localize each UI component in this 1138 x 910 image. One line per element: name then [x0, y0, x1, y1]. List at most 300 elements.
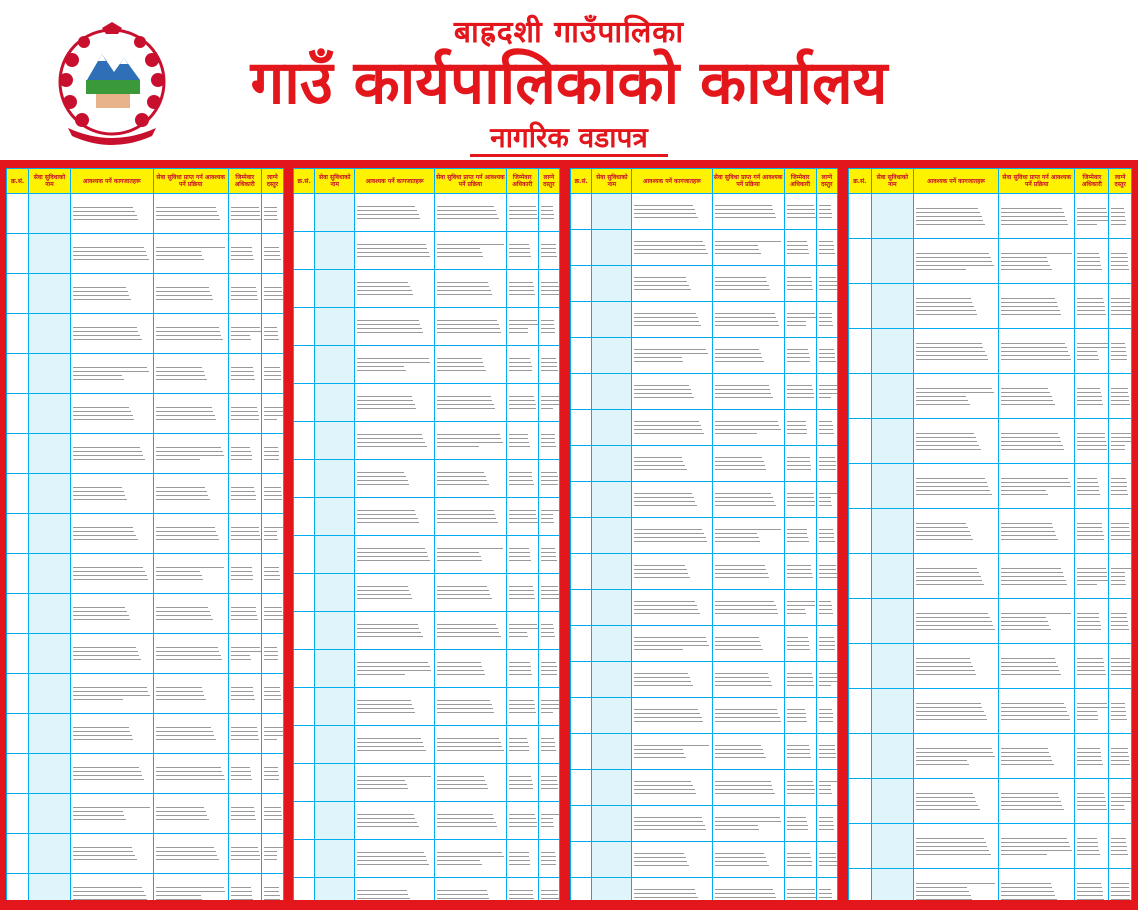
illegible-text-line [264, 887, 279, 888]
charter-panels [0, 160, 1138, 910]
illegible-text-line [264, 699, 281, 700]
cell-documents [355, 612, 435, 650]
illegible-text-line [1001, 854, 1047, 855]
cell-sn [7, 674, 29, 714]
illegible-text-line [73, 767, 139, 768]
illegible-text-line [357, 628, 419, 629]
cell-service [29, 434, 71, 474]
cell-fee [816, 518, 837, 554]
illegible-text-line [231, 459, 253, 460]
illegible-text-line [715, 469, 767, 470]
cell-process [434, 802, 506, 840]
illegible-text-line [73, 727, 129, 728]
illegible-text-line [1077, 715, 1097, 716]
illegible-text-line [787, 325, 807, 326]
illegible-text-line [634, 433, 704, 434]
column-header-officer: जिम्मेवार अधिकारी [506, 169, 538, 194]
illegible-text-line [715, 501, 775, 502]
illegible-text-line [634, 321, 699, 322]
cell-officer [784, 842, 816, 878]
illegible-text-line [1001, 257, 1047, 258]
illegible-text-line [916, 715, 986, 716]
illegible-text-line [231, 767, 250, 768]
illegible-text-line [156, 291, 211, 292]
illegible-text-line [437, 818, 494, 819]
illegible-text-line [509, 556, 530, 557]
illegible-text-line [634, 609, 698, 610]
cell-sn [294, 346, 315, 384]
illegible-text-line [541, 780, 558, 781]
cell-documents [355, 270, 435, 308]
illegible-text-line [787, 533, 808, 534]
illegible-text-line [264, 287, 282, 288]
illegible-text-line [1077, 490, 1099, 491]
illegible-text-line [73, 659, 141, 660]
illegible-text-line [787, 285, 813, 286]
illegible-text-line [1111, 216, 1125, 217]
cell-officer [506, 726, 538, 764]
illegible-text-line [1001, 666, 1058, 667]
cell-sn [849, 689, 872, 734]
cell-process [153, 794, 228, 834]
cell-fee [261, 394, 283, 434]
cell-documents [632, 266, 712, 302]
illegible-text-line [509, 742, 528, 743]
illegible-text-line [357, 864, 429, 865]
cell-documents [914, 599, 999, 644]
illegible-text-line [73, 687, 147, 688]
column-header-fee: लाग्ने दस्तुर [816, 169, 837, 194]
cell-process [998, 554, 1074, 599]
illegible-text-line [715, 313, 775, 314]
cell-fee [261, 314, 283, 354]
illegible-text-line [634, 717, 701, 718]
cell-fee [1109, 689, 1132, 734]
illegible-text-line [231, 891, 252, 892]
charter-panel-2 [293, 168, 560, 900]
cell-process [153, 434, 228, 474]
cell-sn [849, 419, 872, 464]
table-row [7, 634, 284, 674]
table-row [849, 509, 1132, 554]
illegible-text-line [819, 457, 836, 458]
illegible-text-line [1001, 572, 1063, 573]
cell-officer [784, 338, 816, 374]
illegible-text-line [73, 255, 148, 256]
illegible-text-line [357, 704, 412, 705]
illegible-text-line [1001, 437, 1060, 438]
illegible-text-line [1111, 269, 1129, 270]
illegible-text-line [715, 893, 775, 894]
illegible-text-line [1077, 437, 1105, 438]
illegible-text-line [634, 505, 696, 506]
table-row [571, 338, 838, 374]
illegible-text-line [1077, 809, 1107, 810]
cell-sn [7, 434, 29, 474]
illegible-text-line [73, 531, 135, 532]
illegible-text-line [541, 898, 559, 899]
illegible-text-line [787, 861, 812, 862]
illegible-text-line [1001, 306, 1058, 307]
table-row [7, 674, 284, 714]
cell-sn [294, 612, 315, 650]
illegible-text-line [819, 605, 832, 606]
illegible-text-line [1001, 212, 1064, 213]
illegible-text-line [541, 624, 554, 625]
cell-documents [70, 834, 153, 874]
cell-officer [784, 194, 816, 230]
illegible-text-line [541, 860, 556, 861]
cell-documents [355, 574, 435, 612]
illegible-text-line [1077, 711, 1097, 712]
cell-fee [538, 688, 559, 726]
cell-sn [7, 754, 29, 794]
illegible-text-line [357, 362, 430, 363]
illegible-text-line [357, 708, 414, 709]
illegible-text-line [819, 397, 831, 398]
illegible-text-line [715, 897, 777, 898]
illegible-text-line [73, 851, 134, 852]
illegible-text-line [1111, 400, 1129, 401]
illegible-text-line [819, 245, 834, 246]
illegible-text-line [541, 434, 555, 435]
illegible-text-line [156, 407, 212, 408]
cell-documents [355, 764, 435, 802]
cell-sn [849, 329, 872, 374]
illegible-text-line [541, 282, 558, 283]
illegible-text-line [819, 865, 837, 866]
illegible-text-line [509, 670, 532, 671]
illegible-text-line [264, 651, 278, 652]
cell-sn [571, 806, 592, 842]
illegible-text-line [1001, 539, 1058, 540]
illegible-text-line [916, 404, 970, 405]
illegible-text-line [634, 529, 702, 530]
cell-officer [784, 878, 816, 901]
illegible-text-line [437, 286, 489, 287]
illegible-text-line [357, 890, 407, 891]
illegible-text-line [715, 209, 774, 210]
illegible-text-line [1111, 809, 1124, 810]
illegible-text-line [231, 807, 255, 808]
cell-service [592, 446, 632, 482]
illegible-text-line [73, 219, 139, 220]
illegible-text-line [916, 666, 973, 667]
cell-service [315, 346, 355, 384]
illegible-text-line [916, 265, 994, 266]
cell-officer [784, 590, 816, 626]
cell-documents [914, 464, 999, 509]
illegible-text-line [1111, 895, 1130, 896]
illegible-text-line [634, 457, 681, 458]
illegible-text-line [1001, 887, 1052, 888]
cell-officer [784, 410, 816, 446]
column-header-service: सेवा सुविधाको नाम [315, 169, 355, 194]
illegible-text-line [357, 818, 415, 819]
illegible-text-line [1111, 899, 1130, 900]
illegible-text-line [715, 569, 767, 570]
illegible-text-line [357, 248, 427, 249]
cell-service [871, 464, 913, 509]
cell-fee [538, 308, 559, 346]
illegible-text-line [509, 248, 530, 249]
cell-documents [70, 594, 153, 634]
illegible-text-line [787, 825, 808, 826]
cell-process [712, 482, 784, 518]
illegible-text-line [1077, 572, 1106, 573]
illegible-text-line [437, 890, 487, 891]
cell-documents [914, 734, 999, 779]
illegible-text-line [541, 370, 558, 371]
illegible-text-line [231, 695, 255, 696]
illegible-text-line [1001, 486, 1071, 487]
illegible-text-line [73, 379, 124, 380]
illegible-text-line [819, 325, 833, 326]
illegible-text-line [156, 771, 222, 772]
illegible-text-line [634, 889, 694, 890]
cell-fee [1109, 554, 1132, 599]
illegible-text-line [634, 541, 707, 542]
cell-process [434, 498, 506, 536]
illegible-text-line [231, 219, 261, 220]
cell-fee [261, 754, 283, 794]
illegible-text-line [437, 332, 501, 333]
illegible-text-line [509, 780, 532, 781]
illegible-text-line [357, 746, 424, 747]
illegible-text-line [916, 621, 992, 622]
cell-fee [1109, 284, 1132, 329]
illegible-text-line [264, 219, 278, 220]
illegible-text-line [634, 745, 708, 746]
cell-process [712, 410, 784, 446]
illegible-text-line [916, 535, 971, 536]
illegible-text-line [634, 353, 708, 354]
illegible-text-line [541, 742, 555, 743]
illegible-text-line [634, 317, 697, 318]
illegible-text-line [715, 325, 780, 326]
illegible-text-line [634, 605, 696, 606]
cell-process [998, 779, 1074, 824]
illegible-text-line [264, 811, 281, 812]
illegible-text-line [715, 217, 777, 218]
illegible-text-line [509, 286, 534, 287]
illegible-text-line [819, 361, 836, 362]
cell-process [712, 734, 784, 770]
illegible-text-line [634, 753, 684, 754]
illegible-text-line [156, 855, 217, 856]
illegible-text-line [541, 670, 557, 671]
illegible-text-line [916, 314, 977, 315]
illegible-text-line [819, 433, 834, 434]
illegible-text-line [437, 518, 496, 519]
illegible-text-line [819, 389, 838, 390]
table-row [7, 394, 284, 434]
illegible-text-line [1111, 351, 1126, 352]
illegible-text-line [1001, 478, 1068, 479]
cell-service [592, 842, 632, 878]
illegible-text-line [1001, 531, 1055, 532]
illegible-text-line [437, 324, 499, 325]
column-header-sn: क्र.सं. [7, 169, 29, 194]
table-row [294, 840, 560, 878]
illegible-text-line [1111, 674, 1131, 675]
cell-service [315, 384, 355, 422]
cell-service [592, 230, 632, 266]
illegible-text-line [231, 207, 259, 208]
illegible-text-line [357, 788, 408, 789]
illegible-text-line [437, 210, 496, 211]
illegible-text-line [916, 670, 975, 671]
illegible-text-line [264, 339, 279, 340]
table-row [294, 498, 560, 536]
illegible-text-line [437, 636, 501, 637]
cell-process [712, 230, 784, 266]
illegible-text-line [437, 628, 498, 629]
illegible-text-line [156, 207, 216, 208]
cell-sn [849, 734, 872, 779]
illegible-text-line [916, 707, 982, 708]
illegible-text-line [73, 535, 136, 536]
illegible-text-line [1077, 355, 1098, 356]
cell-officer [506, 536, 538, 574]
column-header-documents: आवश्यक पर्ने कागजातहरू [355, 169, 435, 194]
illegible-text-line [509, 594, 534, 595]
illegible-text-line [1077, 433, 1104, 434]
illegible-text-line [541, 632, 555, 633]
cell-documents [70, 274, 153, 314]
illegible-text-line [1111, 224, 1126, 225]
illegible-text-line [1111, 719, 1126, 720]
illegible-text-line [916, 302, 972, 303]
cell-officer [1075, 734, 1109, 779]
illegible-text-line [509, 476, 532, 477]
illegible-text-line [156, 455, 225, 456]
cell-sn [571, 446, 592, 482]
illegible-text-line [819, 393, 838, 394]
table-row [571, 410, 838, 446]
illegible-text-line [715, 745, 762, 746]
illegible-text-line [264, 691, 281, 692]
illegible-text-line [634, 533, 704, 534]
table-row [849, 464, 1132, 509]
illegible-text-line [541, 400, 560, 401]
cell-documents [355, 194, 435, 232]
illegible-text-line [437, 864, 482, 865]
cell-process [998, 824, 1074, 869]
cell-service [315, 460, 355, 498]
cell-process [434, 574, 506, 612]
cell-service [592, 374, 632, 410]
illegible-text-line [357, 396, 411, 397]
cell-documents [632, 626, 712, 662]
illegible-text-line [156, 779, 225, 780]
illegible-text-line [634, 389, 690, 390]
illegible-text-line [715, 385, 769, 386]
illegible-text-line [509, 408, 537, 409]
column-header-service: सेवा सुविधाको नाम [29, 169, 71, 194]
office-title: गाउँ कार्यपालिकाको कार्यालय [250, 48, 888, 118]
cell-fee [1109, 194, 1132, 239]
illegible-text-line [715, 321, 778, 322]
cell-documents [70, 394, 153, 434]
illegible-text-line [231, 811, 255, 812]
illegible-text-line [1001, 568, 1061, 569]
cell-sn [571, 230, 592, 266]
cell-service [315, 612, 355, 650]
illegible-text-line [437, 742, 501, 743]
illegible-text-line [437, 784, 487, 785]
illegible-text-line [1111, 613, 1127, 614]
illegible-text-line [1111, 625, 1128, 626]
cell-service [592, 626, 632, 662]
cell-process [998, 599, 1074, 644]
illegible-text-line [715, 389, 770, 390]
cell-fee [1109, 869, 1132, 901]
illegible-text-line [73, 567, 144, 568]
illegible-text-line [715, 713, 779, 714]
illegible-text-line [437, 738, 499, 739]
cell-officer [784, 518, 816, 554]
illegible-text-line [156, 535, 218, 536]
illegible-text-line [819, 213, 832, 214]
illegible-text-line [715, 349, 760, 350]
illegible-text-line [634, 289, 690, 290]
illegible-text-line [231, 727, 257, 728]
illegible-text-line [1111, 482, 1126, 483]
illegible-text-line [156, 815, 208, 816]
illegible-text-line [264, 211, 277, 212]
column-header-documents: आवश्यक पर्ने कागजातहरू [70, 169, 153, 194]
illegible-text-line [634, 421, 699, 422]
illegible-text-line [73, 371, 149, 372]
illegible-text-line [787, 245, 808, 246]
illegible-text-line [1001, 670, 1059, 671]
cell-officer [506, 840, 538, 878]
illegible-text-line [1111, 265, 1128, 266]
illegible-text-line [264, 575, 280, 576]
illegible-text-line [916, 850, 989, 851]
illegible-text-line [819, 241, 834, 242]
illegible-text-line [1001, 756, 1051, 757]
illegible-text-line [437, 852, 502, 853]
illegible-text-line [1111, 842, 1126, 843]
illegible-text-line [509, 358, 531, 359]
cell-sn [571, 734, 592, 770]
illegible-text-line [509, 214, 537, 215]
cell-service [29, 314, 71, 354]
table-row [849, 194, 1132, 239]
illegible-text-line [1077, 404, 1103, 405]
illegible-text-line [1077, 842, 1097, 843]
illegible-text-line [1111, 404, 1129, 405]
illegible-text-line [437, 826, 497, 827]
illegible-text-line [1077, 838, 1097, 839]
cell-officer [506, 650, 538, 688]
illegible-text-line [1077, 797, 1105, 798]
illegible-text-line [787, 645, 810, 646]
illegible-text-line [156, 575, 202, 576]
illegible-text-line [634, 577, 689, 578]
cell-service [315, 194, 355, 232]
illegible-text-line [1111, 388, 1128, 389]
illegible-text-line [787, 281, 812, 282]
illegible-text-line [819, 209, 832, 210]
illegible-text-line [819, 717, 833, 718]
illegible-text-line [715, 785, 773, 786]
illegible-text-line [916, 388, 992, 389]
illegible-text-line [509, 294, 535, 295]
illegible-text-line [1001, 314, 1061, 315]
